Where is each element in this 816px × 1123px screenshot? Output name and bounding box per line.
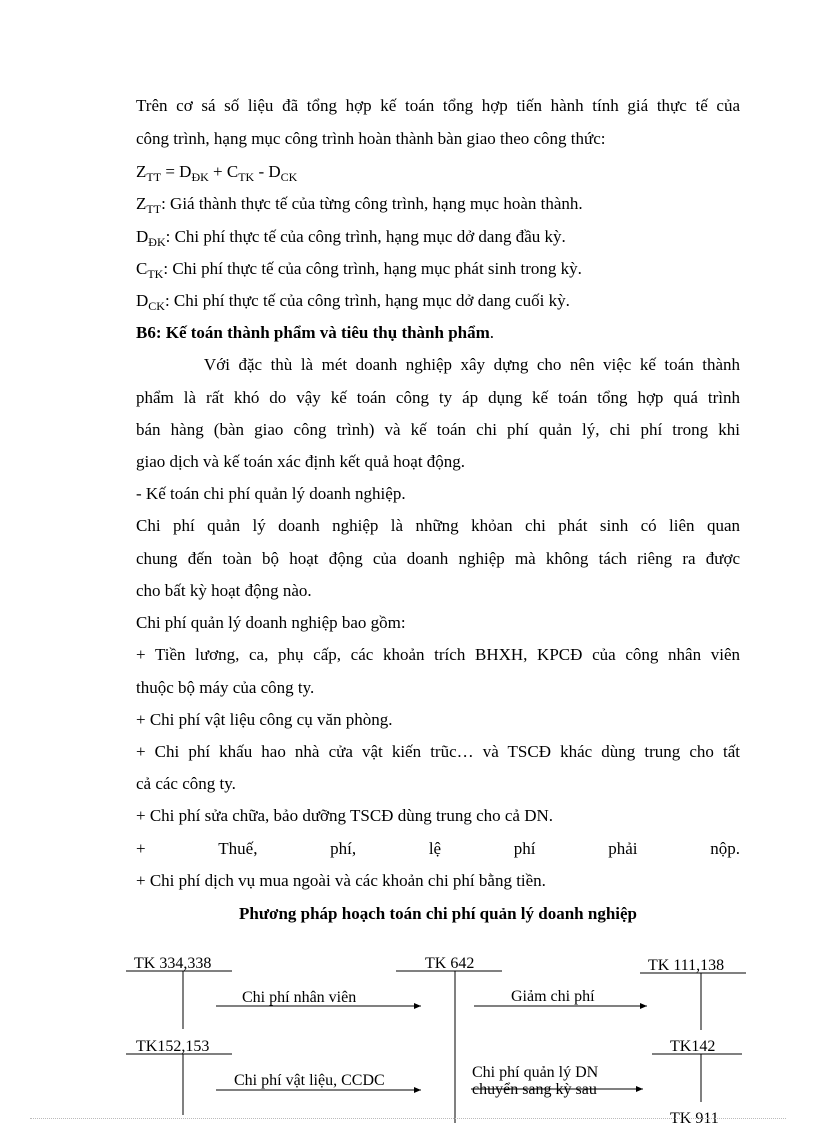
diagram-title: Phương pháp hoạch toán chi phí quản lý doanh nghiệp — [238, 904, 638, 923]
paragraph-line: bán hàng (bàn giao công trình) và kế toán chi phí quản lý, chi phí trong khi — [136, 420, 740, 439]
paragraph-line: giao dịch và kế toán xác định kết quả hoạt động. — [136, 452, 466, 471]
list-item: cả các công ty. — [136, 774, 236, 793]
account-label: TK 911 — [670, 1110, 719, 1123]
arrow-label: Giảm chi phí — [511, 988, 595, 1005]
formula: $Z_{TT} = D_{ĐK} + C_{TK} - D_{CK}$ — [136, 162, 298, 184]
paragraph-line: Với đặc thù là mét doanh nghiệp xây dựng cho nên việc kế toán thành — [136, 355, 740, 374]
definition-line: $D_{CK}$: Chi phí thực tế của công trình, hạng mục dở dang cuối kỳ. — [136, 291, 570, 313]
list-item: + Chi phí vật liệu công cụ văn phòng. — [136, 710, 393, 729]
definition-line: $C_{TK}$: Chi phí thực tế của công trình, hạng mục phát sinh trong kỳ. — [136, 259, 582, 281]
arrow-label: Chi phí quản lý DN — [472, 1064, 599, 1081]
arrow-label: Chi phí nhân viên — [242, 989, 357, 1006]
account-label: TK152,153 — [136, 1038, 210, 1055]
paragraph-line: Chi phí quản lý doanh nghiệp bao gồm: — [136, 613, 406, 632]
list-item: + Chi phí khấu hao nhà cửa vật kiến trũc… và TSCĐ khác dùng trung cho tất — [136, 742, 740, 761]
definition-line: $D_{ĐK}$: Chi phí thực tế của công trình, hạng mục dở dang đầu kỳ. — [136, 227, 566, 249]
account-label: TK 642 — [425, 955, 475, 972]
list-item: + Chi phí dịch vụ mua ngoài và các khoản chi phí bằng tiền. — [136, 871, 546, 890]
list-item: + Chi phí sửa chữa, bảo dưỡng TSCĐ dùng trung cho cả DN. — [136, 806, 554, 825]
accounting-diagram — [0, 940, 816, 1123]
arrow-label: Chi phí vật liệu, CCDC — [234, 1072, 385, 1089]
page-divider — [30, 1118, 786, 1119]
list-item: - Kế toán chi phí quản lý doanh nghiệp. — [136, 484, 406, 503]
list-item: + Thuế, phí, lệ phí phải nộp. — [136, 839, 740, 858]
list-item: thuộc bộ máy của công ty. — [136, 678, 315, 697]
list-item: + Tiền lương, ca, phụ cấp, các khoản trích BHXH, KPCĐ của công nhân viên — [136, 645, 740, 664]
account-label: TK 334,338 — [134, 955, 212, 972]
arrow-label: chuyển sang kỳ sau — [472, 1081, 597, 1098]
paragraph-line: Trên cơ sá số liệu đã tổng hợp kế toán tổng hợp tiến hành tính giá thực tế của — [136, 96, 740, 115]
paragraph-line: Chi phí quản lý doanh nghiệp là những khỏan chi phát sinh có liên quan — [136, 516, 740, 535]
account-label: TK 111,138 — [648, 957, 725, 974]
paragraph-line: phẩm là rất khó do vậy kế toán công ty áp dụng kế toán tổng hợp quá trình — [136, 388, 740, 407]
paragraph-line: chung đến toàn bộ hoạt động của doanh nghiệp mà không tách riêng ra được — [136, 549, 740, 568]
paragraph-line: công trình, hạng mục công trình hoàn thành bàn giao theo công thức: — [136, 129, 606, 148]
section-heading: B6: Kế toán thành phẩm và tiêu thụ thành phẩm. — [136, 323, 495, 342]
account-label: TK142 — [670, 1038, 716, 1055]
paragraph-line: cho bất kỳ hoạt động nào. — [136, 581, 312, 600]
definition-line: $Z_{TT}$: Giá thành thực tế của từng công trình, hạng mục hoàn thành. — [136, 194, 583, 216]
